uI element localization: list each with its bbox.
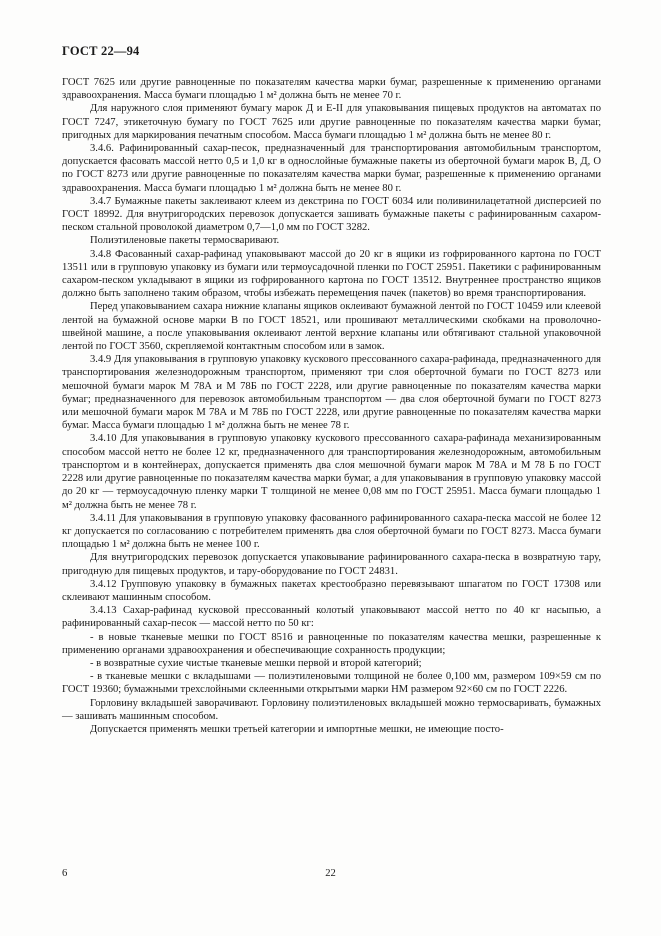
paragraph: 3.4.13 Сахар-рафинад кусковой прессованный колотый упаковывают массой нетто по 40 кг насыпью, а рафинированный сахар-песок — массой нетто по 50 кг: [62,605,601,630]
paragraph: Для наружного слоя применяют бумагу марок Д и Е-II для упаковывания пищевых продуктов на автоматах по ГОСТ 7247, этикеточную бумагу по ГОСТ 7625 или другие равноценные по показателям качества марки бумаг, пригодных для маркирования печатным способом. Масса бумаги площадью 1 м² должна быть не менее 80 г. [62,103,601,141]
paragraph: Допускается применять мешки третьей категории и импортные мешки, не имеющие посто- [90,723,504,735]
page-header: ГОСТ 22—94 [62,44,140,58]
paragraph: 3.4.9 Для упаковывания в групповую упаковку кускового прессованного сахара-рафинада, предназначенного для транспортирования железнодорожным транспортом, применяют три слоя оберточной бумаги по ГОСТ 8273 или мешочной бумаги марок М 78А и М 78Б по ГОСТ 2228, или другие равноценные по показателям качества марки бумаг; предназначенного для перевозок автомобильным транспортом — два слоя оберточной бумаги по ГОСТ 8273 или мешочной бумаги марок М 78А и М 78Б по ГОСТ 2228, или другие равноценные по показателям качества марки бумаг. Масса бумаги площадью 1 м² должна быть не менее 78 г. [62,354,601,432]
list-item: - в тканевые мешки с вкладышами — полиэтиленовыми толщиной не более 0,100 мм, размером 109×59 см по ГОСТ 19360; бумажными трехслойными склеенными открытыми марки НМ размером 92×60 см по ГОСТ 2226. [62,671,601,696]
paragraph: 3.4.10 Для упаковывания в групповую упаковку кускового прессованного сахара-рафинада механизированным способом массой нетто не более 12 кг, предназначенного для транспортирования железнодорожным, автомобильным транспортом и в контейнерах, допускается применять два слоя мешочной бумаги марок М 78А и М 78 Б по ГОСТ 2228 или другие равноценные по показателям качества марки бумаг, а для упаковывания в групповую упаковку массой до 20 кг — термоусадочную пленку марки Т толщиной не менее 0,08 мм по ГОСТ 25951. Масса бумаги площадью 1 м² должна быть не менее 78 г. [62,433,601,511]
paragraph: Горловину вкладышей заворачивают. Горловину полиэтиленовых вкладышей можно термосваривать, бумажных — зашивать машинным способом. [62,697,601,722]
paragraph: Для внутригородских перевозок допускается упаковывание рафинированного сахара-песка в возвратную тару, пригодную для пищевых продуктов, и тару-оборудование по ГОСТ 24831. [62,552,601,577]
page-number-center: 22 [325,868,336,879]
paragraph: ГОСТ 7625 или другие равноценные по показателям качества марки бумаг, разрешенные к применению органами здравоохранения. Масса бумаги площадью 1 м² должна быть не менее 70 г. [62,77,601,102]
paragraph: 3.4.8 Фасованный сахар-рафинад упаковывают массой до 20 кг в ящики из гофрированного картона по ГОСТ 13511 или в групповую упаковку из бумаги или термоусадочной пленки по ГОСТ 25951. Пакетики с рафинированным сахаром-песком укладывают в ящики из гофрированного картона по ГОСТ 13512. Внутреннее пространство ящиков должно быть заполнено таким образом, чтобы избежать перемещения пачек (пакетов) во время транспортирования. [62,248,601,300]
paragraph: Полиэтиленовые пакеты термосваривают. [90,235,280,247]
paragraph: 3.4.7 Бумажные пакеты заклеивают клеем из декстрина по ГОСТ 6034 или поливинилацетатной дисперсией по ГОСТ 18992. Для внутригородских перевозок допускается зашивать бумажные пакеты с рафинированным сахаром-песком стальной проволокой диаметром 0,7—1,0 мм по ГОСТ 3282. [62,195,601,234]
paragraph: 3.4.6. Рафинированный сахар-песок, предназначенный для транспортирования автомобильным транспортом, допускается фасовать массой нетто 0,5 и 1,0 кг в однослойные бумажные пакеты из оберточной бумаги марок В, Д, О по ГОСТ 8273 или другие равноценные по показателям качества марки бумаг, разрешенные к применению органами здравоохранения. Масса бумаги площадью 1 м² должна быть не менее 80 г. [62,143,601,194]
paragraph: 3.4.11 Для упаковывания в групповую упаковку фасованного рафинированного сахара-песка массой не более 12 кг допускается по согласованию с потребителем применять два слоя оберточной бумаги по ГОСТ 8273. Масса бумаги площадью 1 м² должна быть не менее 100 г. [62,512,601,551]
document-body [62,76,601,736]
paragraph: Перед упаковыванием сахара нижние клапаны ящиков оклеивают бумажной лентой по ГОСТ 10459 или клеевой лентой на бумажной основе марки В по ГОСТ 18521, или прошивают металлическими скобками на проволочно-швейной машине, а после упаковывания оклеивают лентой верхние клапаны или обтягивают стальной упаковочной лентой по ГОСТ 3560, скрепляемой контактным способом или в замок. [62,301,601,353]
paragraph: 3.4.12 Групповую упаковку в бумажных пакетах крестообразно перевязывают шпагатом по ГОСТ 17308 или склеивают машинным способом. [62,578,601,603]
page-number-left: 6 [62,868,68,879]
list-item: - в возвратные сухие чистые тканевые мешки первой и второй категорий; [90,657,422,669]
list-item: - в новые тканевые мешки по ГОСТ 8516 и равноценные по показателям качества мешки, разрешенные к применению органами здравоохранения и обеспечивающие сохранность продукции; [62,631,601,656]
